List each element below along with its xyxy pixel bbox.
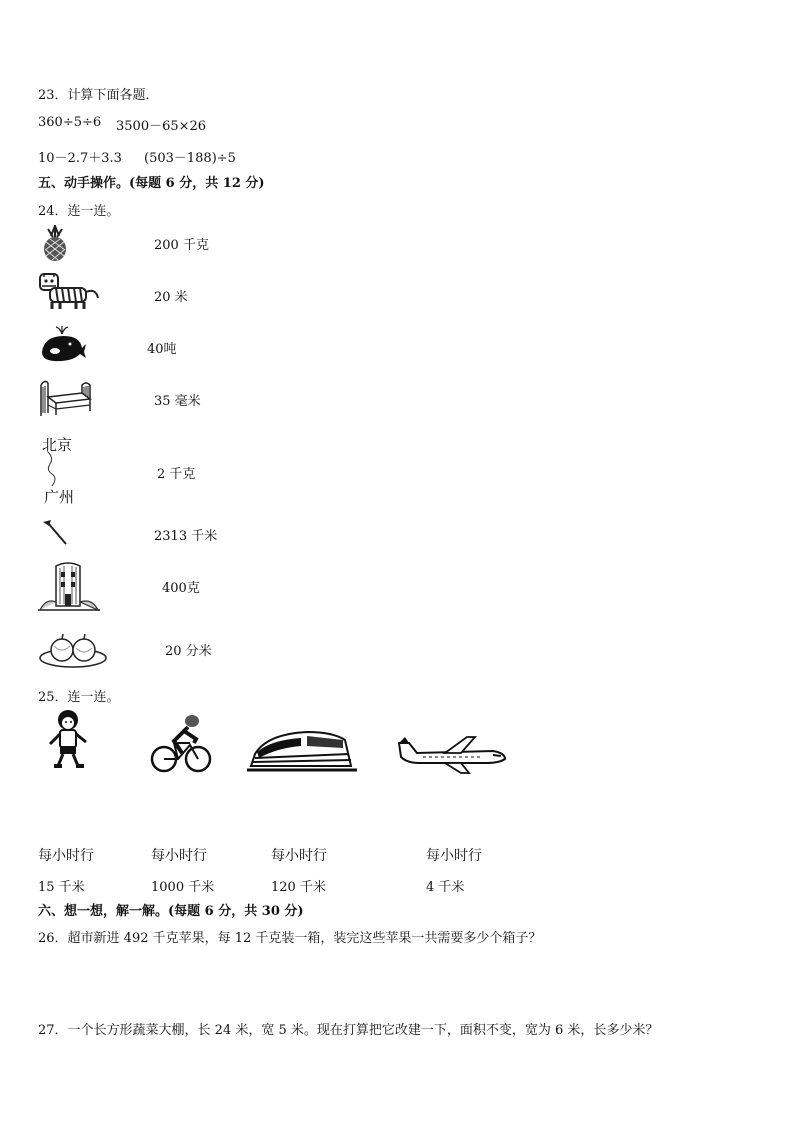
bed-icon: [38, 375, 92, 417]
question-25-title: 25．连一连。: [38, 690, 120, 705]
expression-4: (503－188)÷5: [144, 151, 236, 166]
nail-icon: [40, 518, 68, 546]
pineapple-icon: [38, 224, 72, 262]
section-5-heading: 五、动手操作。(每题 6 分，共 12 分): [38, 176, 265, 191]
fruit-plate-icon: [38, 628, 108, 670]
train-icon: [247, 728, 357, 774]
weight-label-2: 20 米: [154, 290, 188, 305]
speed-prefix-3: 每小时行: [271, 848, 327, 864]
cyclist-icon: [150, 713, 212, 775]
weight-label-1: 200 千克: [154, 238, 209, 253]
speed-value-1: 15 千米: [38, 880, 85, 895]
whale-icon: [38, 324, 88, 364]
speed-prefix-1: 每小时行: [38, 848, 94, 864]
airplane-icon: [395, 733, 507, 775]
expression-1: 360÷5÷6: [38, 115, 102, 130]
weight-label-8: 20 分米: [165, 644, 212, 659]
weight-label-7: 400克: [162, 581, 200, 596]
weight-label-5: 2 千克: [157, 467, 196, 482]
expression-2: 3500－65×26: [116, 119, 207, 134]
weight-label-6: 2313 千米: [154, 529, 218, 544]
weight-label-3: 40吨: [147, 342, 177, 357]
section-6-heading: 六、想一想，解一解。(每题 6 分，共 30 分): [38, 904, 304, 919]
tiger-icon: [38, 270, 100, 310]
map-label-guangzhou: 广州: [44, 488, 75, 506]
question-26-text: 26．超市新进 492 千克苹果，每 12 千克装一箱，装完这些苹果一共需要多少个箱子？: [38, 931, 542, 946]
speed-prefix-4: 每小时行: [426, 848, 482, 864]
speed-value-4: 4 千米: [426, 880, 465, 895]
question-24-title: 24．连一连。: [38, 204, 120, 219]
expression-3: 10－2.7＋3.3: [38, 151, 122, 166]
map-label-beijing: 北京: [42, 436, 73, 454]
question-23-title: 23．计算下面各题．: [38, 88, 159, 103]
map-route-icon: [38, 432, 88, 508]
speed-value-2: 1000 千米: [151, 880, 215, 895]
question-27-text: 27．一个长方形蔬菜大棚，长 24 米，宽 5 米。现在打算把它改建一下，面积不变，宽为 6 米，长多少米？: [38, 1023, 659, 1038]
building-icon: [38, 558, 100, 612]
child-walking-icon: [46, 708, 90, 770]
weight-label-4: 35 毫米: [154, 394, 201, 409]
speed-prefix-2: 每小时行: [151, 848, 207, 864]
speed-value-3: 120 千米: [271, 880, 326, 895]
